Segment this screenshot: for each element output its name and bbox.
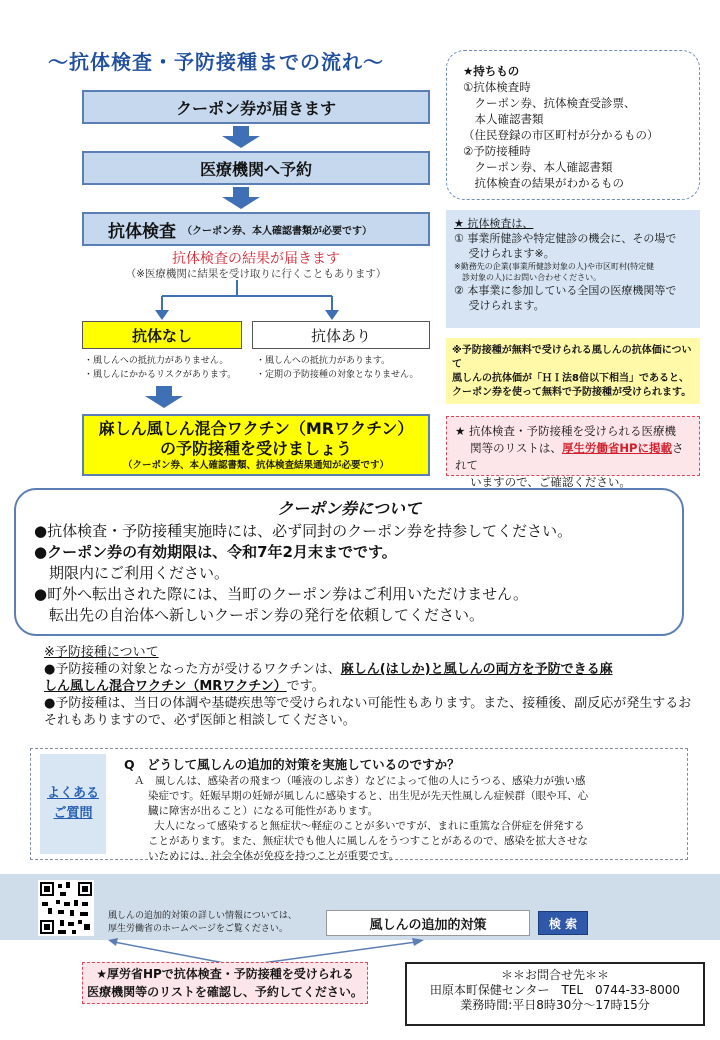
flow-step-reservation bbox=[82, 151, 430, 185]
faq-answer-line: いためには、社会全体が免疫を持つことが重要です。 bbox=[148, 850, 400, 862]
faq-content bbox=[124, 756, 684, 864]
down-arrow-icon bbox=[145, 396, 183, 408]
antibody-test-info bbox=[446, 210, 700, 328]
contact-box bbox=[405, 962, 705, 1026]
clinic-list-note bbox=[446, 416, 700, 489]
search-button[interactable] bbox=[538, 911, 588, 935]
faq-answer-line: 染症です。妊娠早期の妊婦が風しんに感染すると、出生児が先天性風しん症候群（眼や耳、心 bbox=[148, 790, 589, 802]
search-query: 風しんの追加的対策 bbox=[369, 917, 487, 933]
belongings-line: 抗体検査の結果がわかるもの bbox=[463, 176, 624, 190]
contact-phone: 田原本町保健センター TEL 0744-33-8000 bbox=[429, 983, 681, 997]
belongings-line: 本人確認書類 bbox=[463, 112, 544, 126]
result-arrives-text: 抗体検査の結果が届きます bbox=[172, 251, 340, 267]
antibody-test-label: 抗体検査 bbox=[108, 221, 176, 242]
no-antibody-note: ・風しんにかかるリスクがあります。 bbox=[84, 370, 237, 380]
has-antibody-note: ・定期の予防接種の対象となりません。 bbox=[256, 370, 419, 380]
info-footnote: ※勤務先の企業(事業所健診対象の人)や市区町村(特定健 bbox=[454, 262, 655, 271]
free-vaccination-note bbox=[446, 338, 700, 404]
vaccination-text: ●予防接種は、当日の体調や基礎疾患等で受けられない可能性もあります。また、接種後、副反応が発生するおそれもありますので、必ず医師と相談してください。 bbox=[44, 696, 692, 728]
note-line: されて bbox=[455, 441, 684, 472]
note-line: いますので、ご確認ください。 bbox=[455, 475, 631, 489]
down-arrow-icon bbox=[233, 126, 249, 136]
antibody-test-note: （クーポン券、本人確認書類が必要です） bbox=[182, 225, 372, 237]
info-line: ★ 抗体検査は、 bbox=[454, 217, 534, 230]
has-antibody-box bbox=[252, 321, 430, 349]
vaccination-emphasis: しん風しん混合ワクチン（MRワクチン） bbox=[44, 679, 287, 694]
faq-answer-line: Ａ 風しんは、感染者の飛まつ（唾液のしぶき）などによって他の人にうつる、感染力が強い感 bbox=[134, 775, 586, 787]
faq-answer-line: 臓に障害が出ること）になる可能性があります。 bbox=[148, 805, 379, 817]
vaccination-section bbox=[44, 644, 694, 729]
note-line: ★ 抗体検査・予防接種を受けられる医療機 bbox=[455, 424, 676, 438]
coupon-section bbox=[14, 488, 684, 636]
vaccination-text: ●予防接種の対象となった方が受けるワクチンは、 bbox=[44, 662, 341, 677]
has-antibody-notes bbox=[256, 354, 419, 382]
search-info-line: 風しんの追加的対策の詳しい情報については、 bbox=[108, 911, 297, 921]
mr-vaccine-box bbox=[82, 414, 430, 476]
info-line: 受けられます※。 bbox=[454, 247, 555, 260]
note-line: クーポン券を使って無料で予防接種が受けられます。 bbox=[452, 387, 692, 398]
search-info-line: 厚生労働省のホームページをご覧ください。 bbox=[108, 924, 288, 934]
note-line: ※予防接種が無料で受けられる風しんの抗体価につい bbox=[452, 345, 692, 356]
flow-step-reservation-label: 医療機関へ予約 bbox=[199, 159, 312, 179]
has-antibody-label: 抗体あり bbox=[310, 326, 371, 345]
qr-code-icon[interactable] bbox=[38, 880, 94, 936]
info-footnote: 診対象の人)にお問い合わせください。 bbox=[454, 273, 602, 282]
down-arrow-icon bbox=[222, 197, 260, 209]
callout-line: ★厚労省HPで抗体検査・予防接種を受けられる bbox=[96, 967, 354, 981]
flow-step-coupon-label: クーポン券が届きます bbox=[175, 98, 336, 118]
contact-hours: 業務時間:平日8時30分～17時15分 bbox=[460, 998, 650, 1012]
contact-title: ＊＊お問合せ先＊＊ bbox=[500, 968, 609, 982]
belongings-line: （住民登録の市区町村が分かるもの） bbox=[463, 128, 659, 142]
down-arrow-icon bbox=[222, 136, 260, 148]
faq-label-line: よくある bbox=[46, 786, 99, 801]
no-antibody-label: 抗体なし bbox=[131, 326, 192, 345]
belongings-line: ①抗体検査時 bbox=[463, 80, 531, 94]
no-antibody-box bbox=[82, 321, 242, 349]
vaccination-heading: ※予防接種について bbox=[44, 645, 159, 660]
coupon-text: 転出先の自治体へ新しいクーポン券の発行を依頼してください。 bbox=[34, 606, 485, 624]
coupon-text: ●抗体検査・予防接種実施時には、必ず同封のクーポン券を持参してください。 bbox=[34, 522, 573, 540]
has-antibody-note: ・風しんへの抵抗力があります。 bbox=[256, 356, 391, 366]
coupon-title: クーポン券について bbox=[277, 499, 421, 518]
note-line: て bbox=[452, 359, 462, 370]
search-button-label: 検 索 bbox=[548, 916, 578, 931]
mr-vaccine-line1: 麻しん風しん混合ワクチン（MRワクチン） bbox=[98, 419, 414, 438]
coupon-text: ●町外へ転出された際には、当町のクーポン券はご利用いただけません。 bbox=[34, 585, 528, 603]
search-input[interactable] bbox=[326, 910, 530, 936]
vaccination-emphasis: 麻しん(はしか)と風しんの両方を予防できる麻 bbox=[340, 662, 613, 677]
down-arrow-icon bbox=[156, 386, 172, 396]
faq-answer-line: ことがあります。また、無症状でも他人に風しんをうつすことがあるので、感染を拡大させな bbox=[148, 835, 588, 847]
faq-label-line: ご質問 bbox=[53, 806, 93, 821]
page-title: ～抗体検査・予防接種までの流れ～ bbox=[48, 50, 384, 74]
info-line: 受けられます。 bbox=[454, 299, 545, 312]
faq-question: Q どうして風しんの追加的対策を実施しているのですか？ bbox=[124, 757, 460, 772]
coupon-text: ●クーポン券の有効期限は、令和7年2月末までです。 bbox=[34, 543, 397, 561]
belongings-line: クーポン券、本人確認書類 bbox=[463, 160, 613, 174]
split-arrow-icon bbox=[140, 280, 380, 320]
faq-label bbox=[40, 754, 106, 854]
belongings-line: クーポン券、抗体検査受診票、 bbox=[463, 96, 636, 110]
down-arrow-icon bbox=[233, 187, 249, 197]
result-pickup-note: （※医療機関に結果を受け取りに行くこともあります） bbox=[125, 268, 387, 280]
belongings-line: ②予防接種時 bbox=[463, 144, 531, 158]
belongings-memo bbox=[446, 50, 700, 200]
callout-line: 医療機関等のリストを確認し、予約してください。 bbox=[87, 985, 363, 999]
reservation-callout bbox=[82, 962, 368, 1004]
flow-step-antibody-test bbox=[82, 212, 430, 246]
note-line: 関等のリストは、 bbox=[455, 441, 562, 455]
mhlw-link[interactable]: 厚生労働省HPに掲載 bbox=[561, 441, 672, 455]
belongings-heading: ★持ちもの bbox=[463, 64, 520, 78]
coupon-text: 期限内にご利用ください。 bbox=[34, 564, 230, 582]
no-antibody-notes bbox=[84, 354, 236, 382]
no-antibody-note: ・風しんへの抵抗力がありません。 bbox=[84, 356, 229, 366]
mr-vaccine-line2: の予防接種を受けましょう bbox=[159, 439, 352, 458]
flow-step-coupon bbox=[82, 90, 430, 124]
faq-answer-line: 大人になって感染すると無症状～軽症のことが多いですが、まれに重篤な合併症を併発する bbox=[154, 820, 585, 832]
note-line: 風しんの抗体価が「ＨＩ法8倍以下相当」であると、 bbox=[452, 373, 689, 384]
info-line: ① 事業所健診や特定健診の機会に、その場で bbox=[454, 232, 677, 245]
info-line: ② 本事業に参加している全国の医療機関等で bbox=[454, 284, 677, 297]
search-info bbox=[108, 910, 297, 936]
vaccination-text: です。 bbox=[286, 679, 325, 694]
mr-vaccine-requirements: （クーポン券、本人確認書類、抗体検査結果通知が必要です） bbox=[122, 460, 389, 471]
